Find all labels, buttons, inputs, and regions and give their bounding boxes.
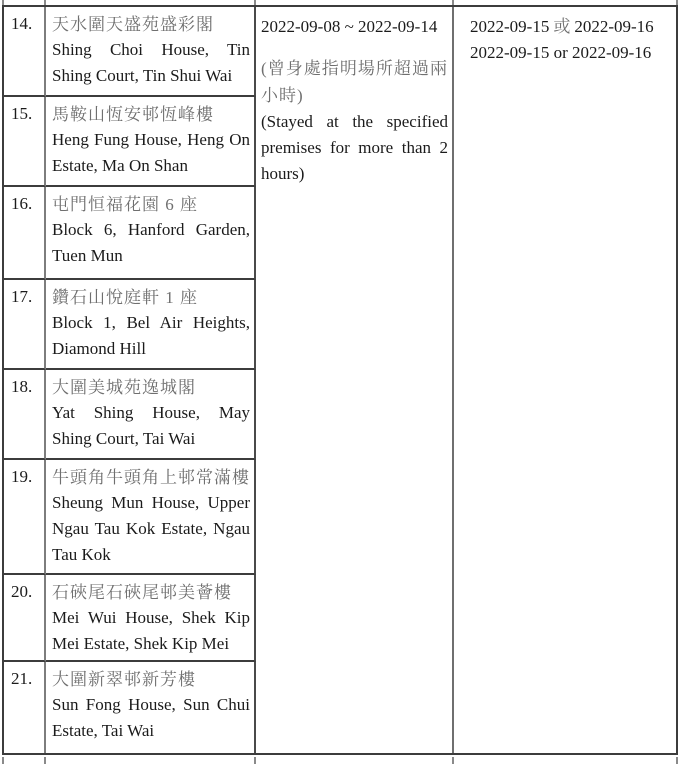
premises-name-zh: 牛頭角牛頭角上邨常滿樓: [52, 468, 250, 487]
premises-name-en: Shing Choi House, Tin Shing Court, Tin Shui Wai: [52, 40, 250, 85]
premises-cell: [46, 662, 256, 753]
table-rule-continuation: [44, 757, 46, 764]
table-rule-continuation: [2, 757, 4, 764]
or-conjunction-zh: 或: [553, 17, 571, 36]
premises-cell: [46, 575, 256, 662]
premises-name-zh: 大圍新翠邨新芳樓: [52, 670, 196, 689]
row-number: 21.: [4, 662, 46, 753]
premises-name-en: Block 6, Hanford Garden, Tuen Mun: [52, 220, 250, 265]
premises-cell: [46, 370, 256, 460]
premises-cell: [46, 97, 256, 187]
row-number: 14.: [4, 7, 46, 97]
row-number: 20.: [4, 575, 46, 662]
table-rule-continuation: [676, 757, 678, 764]
premises-name-zh: 石硤尾石硤尾邨美薈樓: [52, 583, 232, 602]
testing-dates-en: 2022-09-15 or 2022-09-16: [470, 43, 652, 62]
row-number: 18.: [4, 370, 46, 460]
specified-period-range: 2022-09-08 ~ 2022-09-14: [261, 17, 438, 36]
specified-premises-table: [2, 5, 678, 755]
period-note-en: (Stayed at the specified premises for more than 2 hours): [261, 112, 448, 183]
specified-period-cell: [256, 7, 454, 753]
premises-name-en: Sun Fong House, Sun Chui Estate, Tai Wai: [52, 695, 250, 740]
testing-date-1: 2022-09-15: [470, 17, 550, 36]
premises-name-en: Block 1, Bel Air Heights, Diamond Hill: [52, 313, 250, 358]
premises-name-zh: 鑽石山悅庭軒 1 座: [52, 288, 198, 307]
premises-cell: [46, 460, 256, 575]
premises-name-zh: 馬鞍山恆安邨恆峰樓: [52, 105, 214, 124]
row-number: 15.: [4, 97, 46, 187]
testing-dates-zh: [470, 14, 672, 40]
premises-name-zh: 大圍美城苑逸城閣: [52, 378, 196, 397]
testing-date-2: 2022-09-16: [574, 17, 654, 36]
row-number: 19.: [4, 460, 46, 575]
premises-name-zh: 屯門恒福花園 6 座: [52, 195, 198, 214]
premises-name-en: Mei Wui House, Shek Kip Mei Estate, Shek Kip Mei: [52, 608, 250, 653]
table-rule-continuation: [254, 757, 256, 764]
premises-name-en: Heng Fung House, Heng On Estate, Ma On Shan: [52, 130, 250, 175]
row-number: 16.: [4, 187, 46, 280]
period-note-zh: (曾身處指明場所超過兩小時): [261, 59, 448, 105]
premises-name-en: Yat Shing House, May Shing Court, Tai Wai: [52, 403, 250, 448]
row-number: 17.: [4, 280, 46, 370]
premises-name-en: Sheung Mun House, Upper Ngau Tau Kok Estate, Ngau Tau Kok: [52, 493, 250, 564]
premises-cell: [46, 187, 256, 280]
table-rule-continuation: [452, 757, 454, 764]
premises-name-zh: 天水圍天盛苑盛彩閣: [52, 15, 214, 34]
premises-cell: [46, 7, 256, 97]
testing-dates-cell: [454, 7, 676, 753]
premises-cell: [46, 280, 256, 370]
